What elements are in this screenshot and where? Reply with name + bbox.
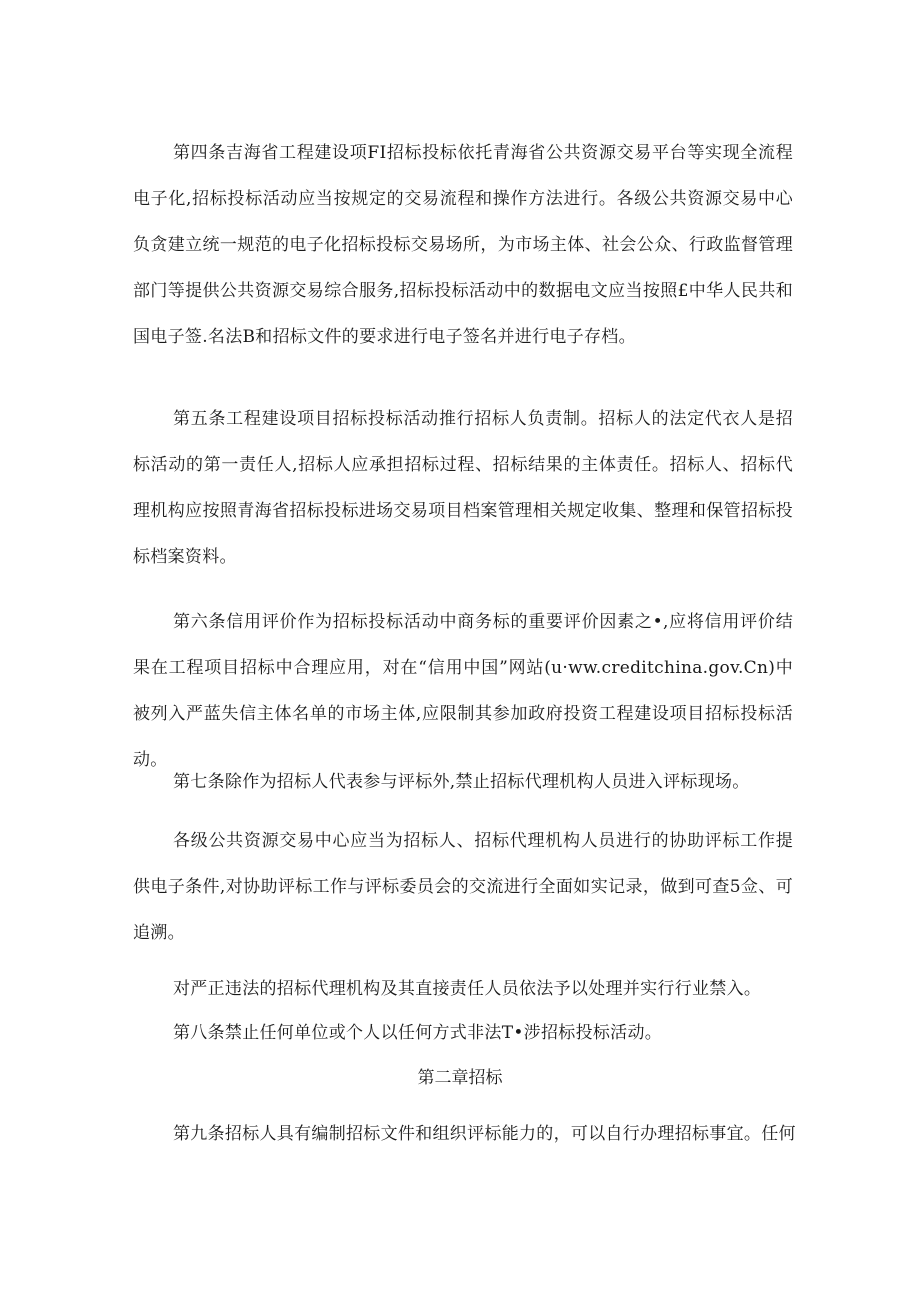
article-7-penalty-paragraph: 对严正违法的招标代理机构及其直接责任人员依法予以处理并实行行业禁入。 <box>173 979 762 999</box>
article-8-paragraph: 第八条禁止任何单位或个人以任何方式非法T•涉招标投标活动。 <box>173 1023 663 1043</box>
article-9-paragraph: 第九条招标人具有编制招标文件和组织评标能力的，可以自行办理招标事宜。任何 <box>173 1124 796 1144</box>
article-7-supplement-paragraph: 各级公共资源交易中心应当为招标人、招标代理机构人员进行的协助评标工作提供电子条件,对协助评标工作与评标委员会的交流进行全面如实记录，做到可查5佥、可追溯。 <box>133 831 793 943</box>
article-7-paragraph: 第七条除作为招标人代表参与评标外,禁止招标代理机构人员进入评标现场。 <box>173 772 750 792</box>
chapter-2-heading: 第二章招标 <box>417 1068 503 1088</box>
article-5-paragraph: 第五条工程建设项目招标投标活动推行招标人负责制。招标人的法定代衣人是招标活动的第一责任人,招标人应承担招标过程、招标结果的主体责任。招标人、招标代理机构应按照青海省招标投标进场交易项目档案管理相关规定收集、整理和保管招标投标档案资料。 <box>133 409 793 567</box>
article-4-paragraph: 第四条吉海省工程建设项FI招标投标依托青海省公共资源交易平台等实现全流程电子化,招标投标活动应当按规定的交易流程和操作方法进行。各级公共资源交易中心负贪建立统一规范的电子化招标投标交易场所，为市场主体、社会公众、行政监督管理部门等提供公共资源交易综合服务,招标投标活动中的数据电文应当按照£中华人民共和国电子签.名法B和招标文件的要求进行电子签名并进行电子存档。 <box>133 143 793 347</box>
article-6-paragraph: 第六条信用评价作为招标投标活动中商务标的重要评价因素之•,应将信用评价结果在工程项目招标中合理应用，对在“信用中国”网站(u·ww.creditchina.gov.Cn)中被列入严蓝失信主体名单的市场主体,应限制其参加政府投资工程建设项目招标投标活动。 <box>133 612 793 770</box>
